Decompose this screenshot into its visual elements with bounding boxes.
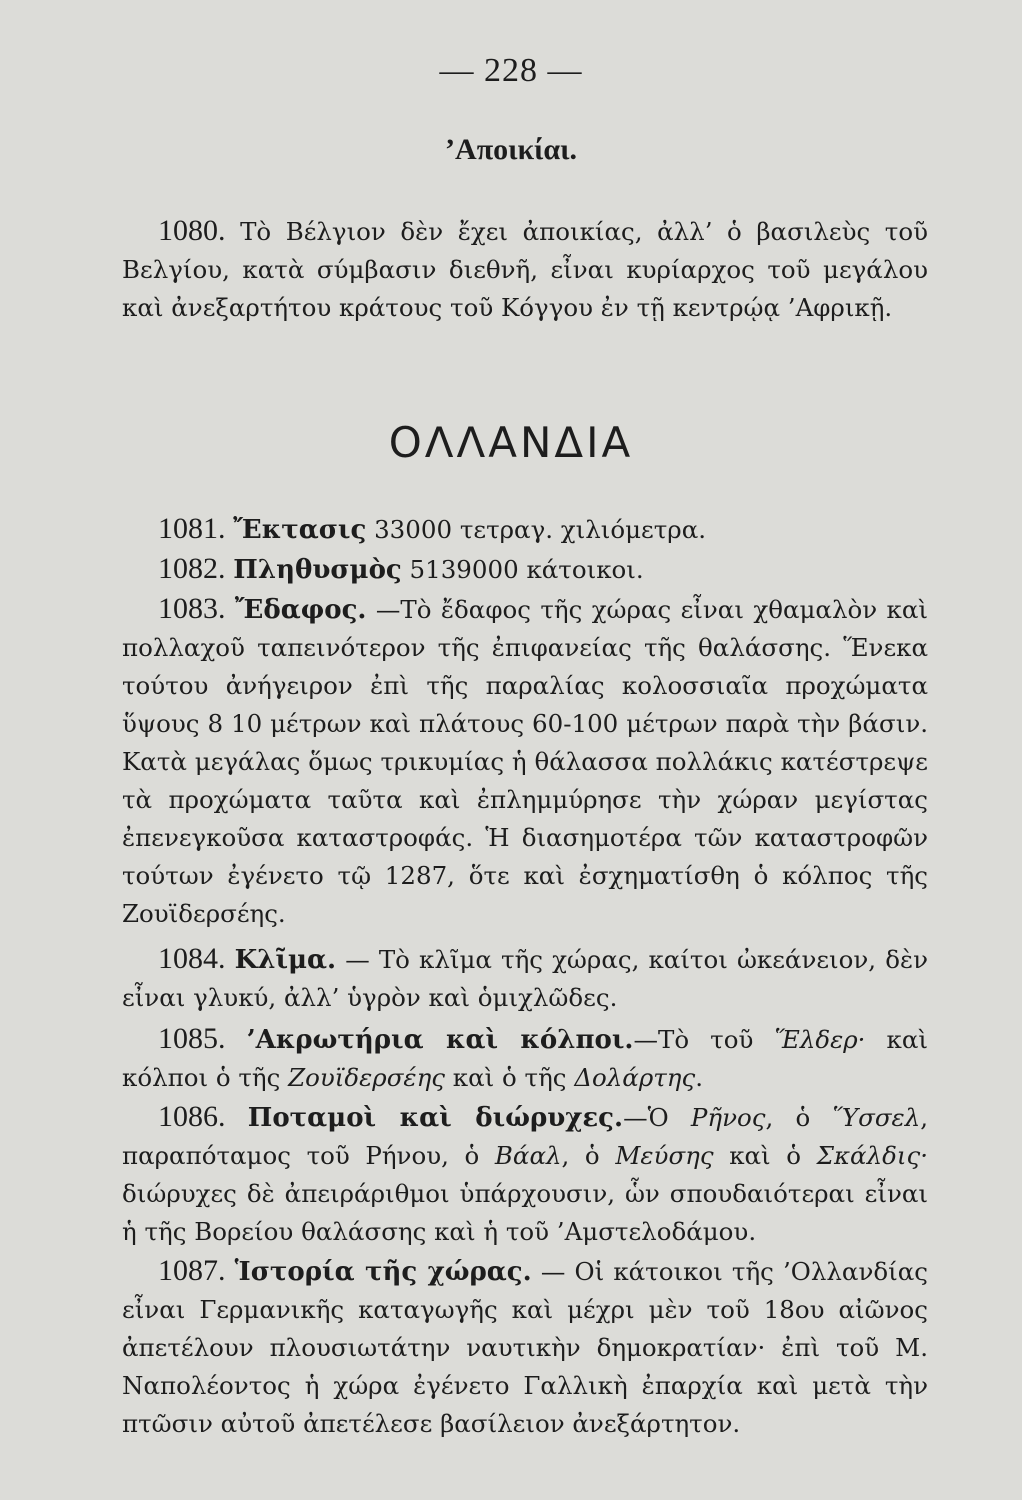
entry-number: 1080. [158, 214, 226, 247]
entry-heading: Ἱστορία τῆς χώρας. [234, 1257, 532, 1287]
entry-text: 5139000 κάτοικοι. [409, 555, 644, 584]
paragraph-1081 [122, 510, 928, 549]
entry-text: , παραπόταμος τοῦ Ρήνου, ὁ [122, 1103, 929, 1170]
entry-text: καὶ ὁ [713, 1141, 817, 1170]
entry-text: 33000 τετραγ. χιλιόμετρα. [374, 515, 707, 544]
entry-heading: Ποταμοὶ καὶ διώρυχες. [247, 1103, 624, 1133]
entry-number: 1084. [158, 942, 226, 975]
entry-text: διώρυχες δὲ ἀπειράριθμοι ὑπάρχουσιν, ὧν σπουδαιότεραι εἶναι ἡ τῆς Βορείου θαλάσσης καὶ ἡ τοῦ ’Αμστελοδάμου. [122, 1179, 928, 1246]
entry-heading: Ἔκτασις [233, 515, 367, 545]
place-name: Ἕλδερ· [774, 1025, 866, 1054]
page-number: — 228 — [439, 52, 583, 89]
entry-heading: Ἔδαφος. [234, 595, 367, 625]
entry-number: 1086. [158, 1100, 226, 1133]
paragraph-1083 [122, 590, 928, 933]
entry-text: — Οἱ κάτοικοι τῆς ’Ολλανδίας εἶναι Γερμανικῆς καταγωγῆς καὶ μέχρι μὲν τοῦ 18ου αἰῶνος ἀπετέλουν πλουσιωτάτην ναυτικὴν δημοκρατίαν· ἐπὶ τοῦ Μ. Ναπολέοντος ἡ χώρα ἐγένετο Γαλλικὴ ἐπαρχία καὶ μετὰ τὴν πτῶσιν αὐτοῦ ἀπετέλεσε βασίλειον ἀνεξάρτητον. [122, 1257, 928, 1438]
entry-text: —Τὸ τοῦ [633, 1025, 775, 1054]
river-name: Σκάλδις· [816, 1141, 928, 1170]
paragraph-1080 [122, 212, 928, 327]
entry-number: 1081. [158, 512, 226, 545]
entry-number: 1087. [158, 1254, 226, 1287]
entry-heading: ’Ακρωτήρια καὶ κόλποι. [246, 1025, 634, 1055]
place-name: Ζουϊδερσέης [288, 1063, 445, 1092]
entry-text: , ὁ [765, 1103, 833, 1132]
entry-text: . [695, 1063, 703, 1092]
entry-text: , ὁ [561, 1141, 616, 1170]
entry-text: —Ὁ [623, 1103, 691, 1132]
entry-heading: Κλῖμα. [234, 945, 337, 975]
entry-text: —Τὸ ἔδαφος τῆς χώρας εἶναι χθαμαλὸν καὶ πολλαχοῦ ταπεινότερον τῆς ἐπιφανείας τῆς θαλάσσης. Ἕνεκα τούτου ἀνήγειρον ἐπὶ τῆς παραλίας κολοσσιαῖα προχώματα ὕψους 8 10 μέτρων καὶ πλάτους 60-100 μέτρων παρὰ τὴν βάσιν. Κατὰ μεγάλας ὅμως τρικυμίας ἡ θάλασσα πολλάκις κατέστρεψε τὰ προχώματα ταῦτα καὶ ἐπλημμύρησε τὴν χώραν μεγίστας ἐπενεγκοῦσα καταστροφάς. Ἡ διασημοτέρα τῶν καταστροφῶν τούτων ἐγένετο τῷ 1287, ὅτε καὶ ἐσχηματίσθη ὁ κόλπος τῆς Ζουϊδερσέης. [122, 595, 929, 928]
paragraph-1086 [122, 1098, 928, 1251]
entry-number: 1083. [158, 592, 226, 625]
entry-number: 1082. [158, 552, 226, 585]
entry-text: καὶ ὁ τῆς [444, 1063, 575, 1092]
paragraph-1082 [122, 550, 928, 589]
paragraph-1085 [122, 1020, 928, 1097]
section-title: ’Αποικίαι. [445, 133, 577, 166]
entry-heading: Πληθυσμὸς [233, 555, 402, 585]
river-name: Μεύσης [615, 1141, 714, 1170]
river-name: Ρῆνος [690, 1103, 766, 1132]
entry-text: — Τὸ κλῖμα τῆς χώρας, καίτοι ὠκεάνειον, δὲν εἶναι γλυκύ, ἀλλ’ ὑγρὸν καὶ ὁμιχλῶδες. [122, 945, 928, 1012]
river-name: Βάαλ [494, 1141, 562, 1170]
paragraph-1087 [122, 1252, 928, 1443]
entry-text: Τὸ Βέλγιον δὲν ἔχει ἀποικίας, ἀλλ’ ὁ βασιλεὺς τοῦ Βελγίου, κατὰ σύμβασιν διεθνῆ, εἶναι κυρίαρχος τοῦ μεγάλου καὶ ἀνεξαρτήτου κράτους τοῦ Κόγγου ἐν τῇ κεντρῴᾳ ’Αφρικῇ. [122, 217, 928, 322]
river-name: Ὕσσελ [832, 1103, 921, 1132]
chapter-title: ΟΛΛΑΝΔΙΑ [388, 418, 634, 467]
paragraph-1084 [122, 940, 928, 1017]
entry-text: καὶ κόλποι ὁ τῆς [122, 1025, 928, 1092]
place-name: Δολάρτης [574, 1063, 696, 1092]
entry-number: 1085. [158, 1022, 226, 1055]
